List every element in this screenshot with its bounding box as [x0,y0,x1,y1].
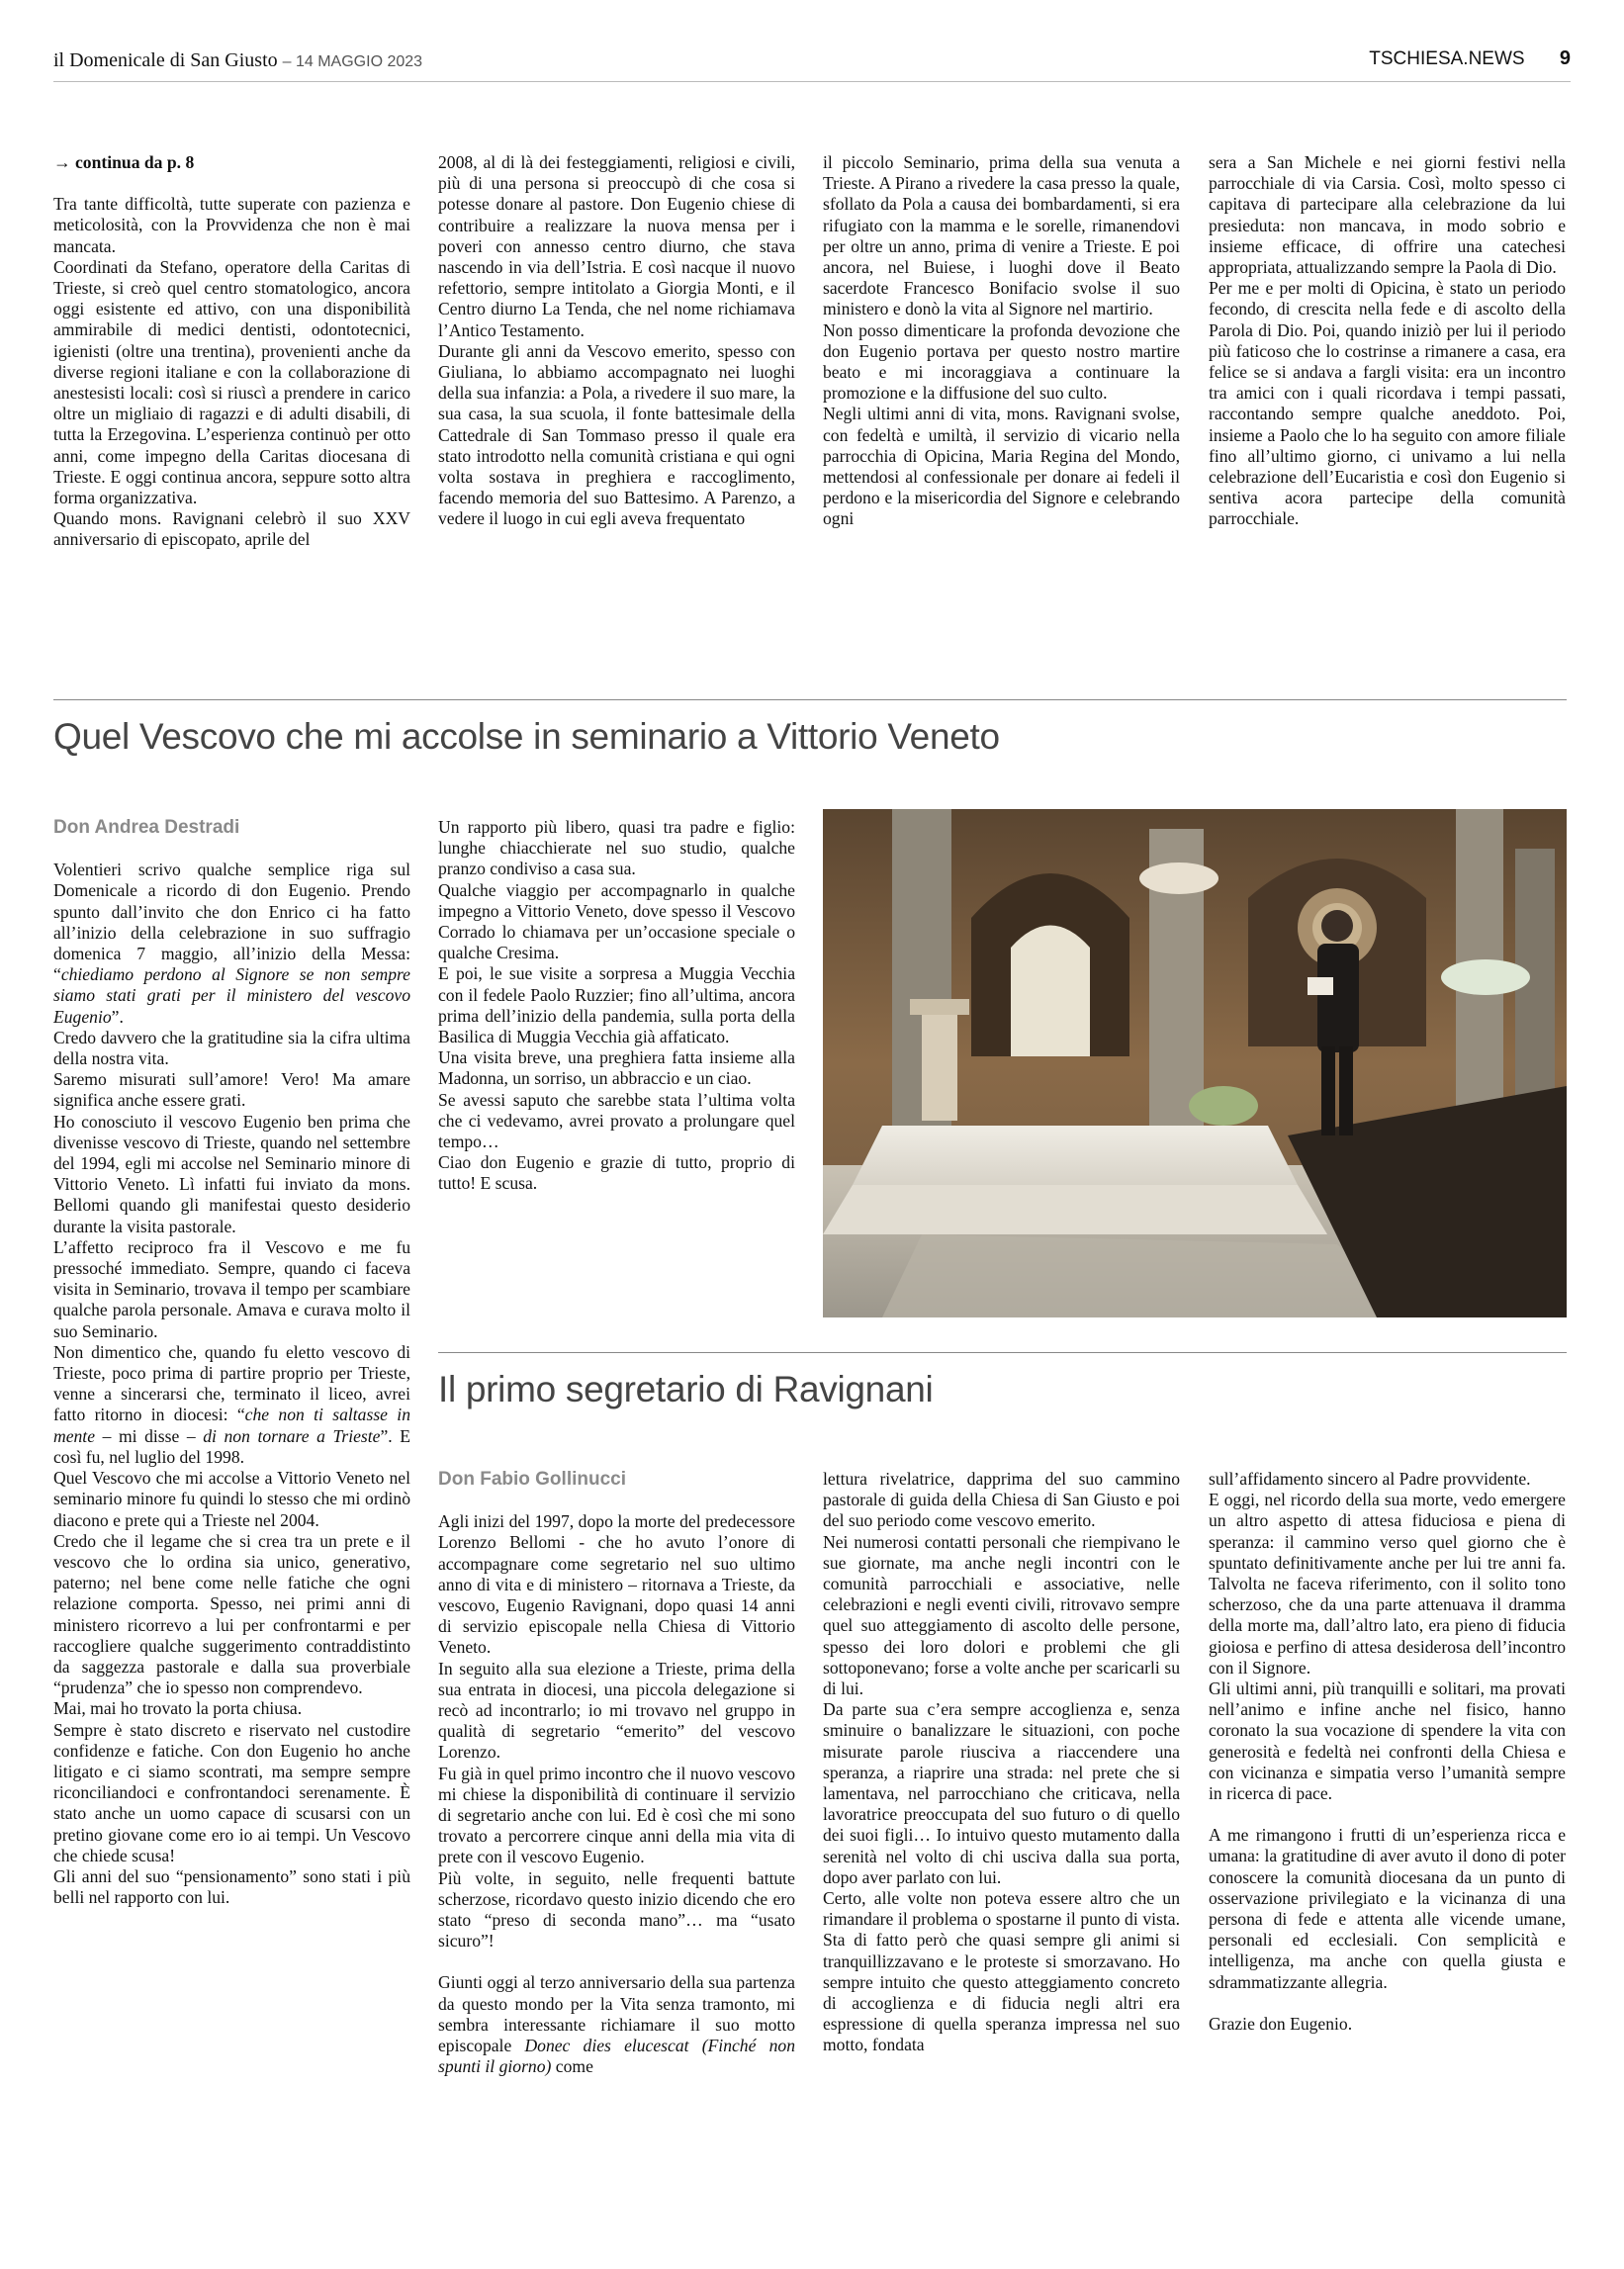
paragraph: Coordinati da Stefano, operatore della Caritas di Trieste, si creò quel centro stomatologico, ancora oggi esistente ed attivo, con una disponibilità ammirabile di medici dentisti, odontotecnici, igienisti (oltre una trentina), provenienti anche da diverse regioni italiane e con la collaborazione di anestesisti locali: così si riuscì a prendere in carico oltre un migliaio di ragazzi e di adulti disabili, di tutta la Erzegovina. L’esperienza continuò per otto anni, come impegno della Caritas diocesana di Trieste. E oggi continua ancora, seppure sotto altra forma organizzativa. [53,256,410,508]
paragraph: A me rimangono i frutti di un’esperienza ricca e umana: la gratitudine di aver avuto il dono di poter conoscere la comunità diocesana da un punto di osservazione privilegiato e la vicinanza di una persona di fede e attenta alle vicende umane, personali ed ecclesiali. Con semplicità e intelligenza, ma anche con quella giusta e sdrammatizzante allegria. [1209,1825,1566,1992]
top-article-col-2 [438,152,795,530]
section-rule [438,1352,1567,1353]
paragraph: sera a San Michele e nei giorni festivi nella parrocchiale di via Carsia. Così, molto spesso ci capitava di partecipare alla celebrazione da lui presieduta: non mancava, in modo sobrio e insieme efficace, di offrire una catechesi appropriata, attualizzando sempre la Paola di Dio. [1209,152,1566,278]
paragraph: Sempre è stato discreto e riservato nel custodire confidenze e fatiche. Con don Eugenio ho anche litigato e ci siamo scontrati, ma sempre sempre riconciliandoci e confrontandoci serenamente. È stato anche un uomo capace di scusarsi con un pretino giovane come ero io ai tempi. Un Vescovo che chiede scusa! [53,1719,410,1865]
paragraph: Credo che il legame che si crea tra un prete e il vescovo che lo ordina sia unico, generativo, paterno; nel bene come nelle fatiche che ogni relazione comporta. Spesso, nei primi anni di ministero ricorrevo a lui per confrontarmi e per raccogliere qualche suggerimento contraddistinto da saggezza pastorale e dalla sua proverbiale “prudenza” che io spesso non comprendevo. [53,1530,410,1698]
church-interior-photo [823,809,1567,1317]
paragraph: Per me e per molti di Opicina, è stato un periodo fecondo, di crescita nella fede e di ascolto della Parola di Dio. Poi, quando iniziò per lui il periodo più faticoso che lo costrinse a rimanere a casa, era felice se si andava a fargli visita: era un incontro tra amici con i quali ricordava i tempi passati, raccontando sempre qualche aneddoto. Poi, insieme a Paolo che lo ha seguito con amore filiale fino all’ultimo giorno, ci univamo a lui nella celebrazione dell’Eucaristia e così don Eugenio si sentiva acora partecipe della comunità parrocchiale. [1209,278,1566,529]
site-link[interactable]: TSCHIESA.NEWS [1369,48,1525,69]
publication-name: il Domenicale di San Giusto [53,49,278,71]
article-3-col-1 [438,1469,795,2077]
article-3-col-2 [823,1469,1180,2056]
paragraph: Mai, mai ho trovato la porta chiusa. [53,1698,303,1719]
paragraph: Giunti oggi al terzo anniversario della sua partenza da questo mondo per la Vita senza tramonto, mi sembra interessante richiamare il suo motto episcopale Donec dies elucescat (Finché non spunti il giorno) come [438,1972,795,2077]
paragraph: Gli ultimi anni, più tranquilli e solitari, ma provati nell’animo e infine anche nel fisico, hanno coronato la sua vocazione di spendere la vita con generosità e fedeltà nei confronti della Chiesa e con vicinanza e simpatia verso l’umanità sempre in ricerca di pace. [1209,1679,1566,1804]
paragraph: E poi, le sue visite a sorpresa a Muggia Vecchia con il fedele Paolo Ruzzier; fino all’ultima, ancora prima dell’inizio della pandemia, sulla porta della Basilica di Muggia Vecchia già affaticato. [438,963,795,1047]
section-rule [53,699,1567,700]
paragraph: Certo, alle volte non poteva essere altro che un rimandare il problema o spostarne il punto di vista. Sta di fatto però che quasi sempre gli animi si tranquillizzavano e le proteste si smorzavano. Ho sempre intuito che questo atteggiamento concreto di accoglienza e di fiducia negli altri era espressione di quella speranza impressa nel suo motto, fondata [823,1888,1180,2055]
paragraph: Più volte, in seguito, nelle frequenti battute scherzose, ricordavo questo inizio dicendo che ero stato “preso di seconda mano”… ma “usato sicuro”! [438,1867,795,1951]
top-article-col-1 [53,152,410,551]
paragraph: Nei numerosi contatti personali che riempivano le sue giornate, ma anche negli incontri con le comunità parrocchiali e associative, nelle celebrazioni e negli eventi civili, ritrovavo sempre quel suo atteggiamento di ascolto delle persone, spesso dei loro dolori e problemi che gli sottoponevano; forse a volte anche per scaricarli su di lui. [823,1531,1180,1699]
paragraph: Da parte sua c’era sempre accoglienza e, senza sminuire o banalizzare le situazioni, con poche misurate parole riusciva a riaccendere una speranza, a riaprire una strada: nel prete che si lamentava, nel parrocchiano che criticava, nella lavoratrice preoccupata del suo futuro o di quello dei suoi figli… Io intuivo questo mutamento dalla serenità nel volto di chi usciva dalla sua porta, dopo aver parlato con lui. [823,1699,1180,1887]
paragraph: Grazie don Eugenio. [1209,2013,1353,2034]
paragraph: Non dimentico che, quando fu eletto vescovo di Trieste, poco prima di partire proprio per Trieste, venne a sincerarsi che, terminato il liceo, avrei fatto ritorno in diocesi: “che non ti saltasse in mente – mi disse – di non tornare a Trieste”. E così fu, nel luglio del 1998. [53,1341,410,1467]
paragraph: Ho conosciuto il vescovo Eugenio ben prima che divenisse vescovo di Trieste, quando nel settembre del 1994, egli mi accolse nel Seminario minore di Vittorio Veneto. Lì infatti fui inviato da mons. Bellomi quando gli manifestai questo desiderio durante la visita pastorale. [53,1111,410,1236]
paragraph: Credo davvero che la gratitudine sia la cifra ultima della nostra vita. [53,1027,410,1069]
paragraph: Agli inizi del 1997, dopo la morte del predecessore Lorenzo Bellomi - che ho avuto l’onore di accompagnare come segretario nel suo ultimo anno di vita e di ministero – ritornava a Trieste, da vescovo, Eugenio Ravignani, dopo quasi 14 anni di servizio episcopale nella Chiesa di Vittorio Veneto. [438,1511,795,1658]
article-2-col-1 [53,817,410,1908]
header-right [1369,47,1571,70]
paragraph: Qualche viaggio per accompagnarlo in qualche impegno a Vittorio Veneto, dove spesso il Vescovo Corrado lo chiamava per un’occasione speciale o qualche Cresima. [438,879,795,963]
paragraph: 2008, al di là dei festeggiamenti, religiosi e civili, più di una persona si preoccupò di che cosa si potesse donare al pastore. Don Eugenio chiese di contribuire a realizzare la nuova mensa per i poveri con annesso centro diurno, che stava nascendo in via dell’Istria. E così nacque il nuovo refettorio, sempre intitolato a Giorgia Monti, e il Centro diurno La Tenda, che nel nome richiamava l’Antico Testamento. [438,152,795,340]
header-rule [53,81,1571,82]
page-number: 9 [1559,47,1571,69]
paragraph: L’affetto reciproco fra il Vescovo e me fu pressoché immediato. Sempre, quando ci faceva visita in Seminario, trovava il tempo per scambiare qualche parola personale. Amava e curava molto il suo Seminario. [53,1236,410,1341]
article-2-headline: Quel Vescovo che mi accolse in seminario a Vittorio Veneto [53,716,1000,757]
paragraph: Un rapporto più libero, quasi tra padre e figlio: lunghe chiacchierate nel suo studio, qualche pranzo condiviso a casa sua. [438,817,795,879]
paragraph: Durante gli anni da Vescovo emerito, spesso con Giuliana, lo abbiamo accompagnato nei luoghi della sua infanzia: a Pola, a rivedere il suo mare, la sua casa, la sua scuola, il fonte battesimale della Cattedrale di San Tommaso presso il quale era stato introdotto nella comunità cristiana e qui ogni volta sostava in preghiera e raccoglimento, facendo memoria del suo Battesimo. A Parenzo, a vedere il luogo in cui egli aveva frequentato [438,340,795,529]
article-3-col-3 [1209,1469,1566,2035]
paragraph: Non posso dimenticare la profonda devozione che don Eugenio portava per questo nostro martire beato e mi incoraggiava a continuare la promozione e la diffusione del suo culto. [823,319,1180,404]
photo-illustration [823,809,1567,1317]
paragraph: Volentieri scrivo qualche semplice riga sul Domenicale a ricordo di don Eugenio. Prendo spunto dall’invito che don Enrico ci ha fatto all’inizio della celebrazione in suo suffragio domenica 7 maggio, all’inizio della Messa: “chiediamo perdono al Signore se non sempre siamo stati grati per il ministero del vescovo Eugenio”. [53,860,410,1027]
paragraph: Tra tante difficoltà, tutte superate con pazienza e meticolosità, con la Provvidenza che non è mai mancata. [53,194,410,256]
paragraph: sull’affidamento sincero al Padre provvidente. [1209,1469,1531,1489]
article-3-headline: Il primo segretario di Ravignani [438,1369,934,1409]
paragraph: In seguito alla sua elezione a Trieste, prima della sua entrata in diocesi, una piccola delegazione si recò ad incontrarlo; io mi trovavo nel gruppo in qualità di segretario “emerito” del vescovo Lorenzo. [438,1658,795,1763]
paragraph: Quel Vescovo che mi accolse a Vittorio Veneto nel seminario minore fu quindi lo stesso che mi ordinò diacono e prete qui a Trieste nel 2004. [53,1468,410,1530]
paragraph: Se avessi saputo che sarebbe stata l’ultima volta che ci vedevamo, avrei provato a prolungare quel tempo… [438,1089,795,1152]
continuation-note[interactable]: → continua da p. 8 [53,152,195,172]
paragraph: Ciao don Eugenio e grazie di tutto, proprio di tutto! E scusa. [438,1152,795,1194]
paragraph: Negli ultimi anni di vita, mons. Ravignani svolse, con fedeltà e umiltà, il servizio di vicario nella parrocchia di Opicina, Maria Regina del Mondo, mettendosi al confessionale per donare ai fedeli il perdono e la misericordia del Signore e celebrando ogni [823,404,1180,529]
article-2-author: Don Andrea Destradi [53,817,240,838]
paragraph: Saremo misurati sull’amore! Vero! Ma amare significa anche essere grati. [53,1069,410,1111]
top-article-col-3 [823,152,1180,530]
issue-date: – 14 MAGGIO 2023 [282,53,423,70]
article-2-col-2 [438,817,795,1195]
paragraph: Una visita breve, una preghiera fatta insieme alla Madonna, un sorriso, un abbraccio e un ciao. [438,1047,795,1089]
masthead [53,49,422,72]
paragraph: E oggi, nel ricordo della sua morte, vedo emergere un altro aspetto di attesa fiduciosa e piena di speranza: il cammino verso quel giorno che è spuntato definitivamente anche per lui tre anni fa. Talvolta ne faceva riferimento, con il solito tono scherzoso, che da una parte attenuava il dramma della morte ma, dall’altro lato, era pieno di fiducia gioiosa e perfino di attesa desiderosa dell’incontro con il Signore. [1209,1490,1566,1678]
page-header [53,45,1571,79]
paragraph: Fu già in quel primo incontro che il nuovo vescovo mi chiese la disponibilità di continuare il servizio di segretario anche con lui. Ed è così che mi sono trovato a percorrere cinque anni della mia vita di prete con il vescovo Eugenio. [438,1763,795,1867]
paragraph: Quando mons. Ravignani celebrò il suo XXV anniversario di episcopato, aprile del [53,508,410,550]
top-article-col-4 [1209,152,1566,530]
article-3-author: Don Fabio Gollinucci [438,1469,626,1490]
paragraph: il piccolo Seminario, prima della sua venuta a Trieste. A Pirano a rivedere la casa presso la quale, sfollato da Pola a causa dei bombardamenti, si era rifugiato con la mamma e le sorelle, rimanendovi per oltre un anno, prima di venire a Trieste. E poi ancora, nel Buiese, i luoghi dove il Beato sacerdote Francesco Bonifacio svolse il suo ministero e donò la vita al Signore nel martirio. [823,152,1180,319]
paragraph: Gli anni del suo “pensionamento” sono stati i più belli nel rapporto con lui. [53,1865,410,1908]
paragraph: lettura rivelatrice, dapprima del suo cammino pastorale di guida della Chiesa di San Giusto e poi del suo periodo come vescovo emerito. [823,1469,1180,1531]
